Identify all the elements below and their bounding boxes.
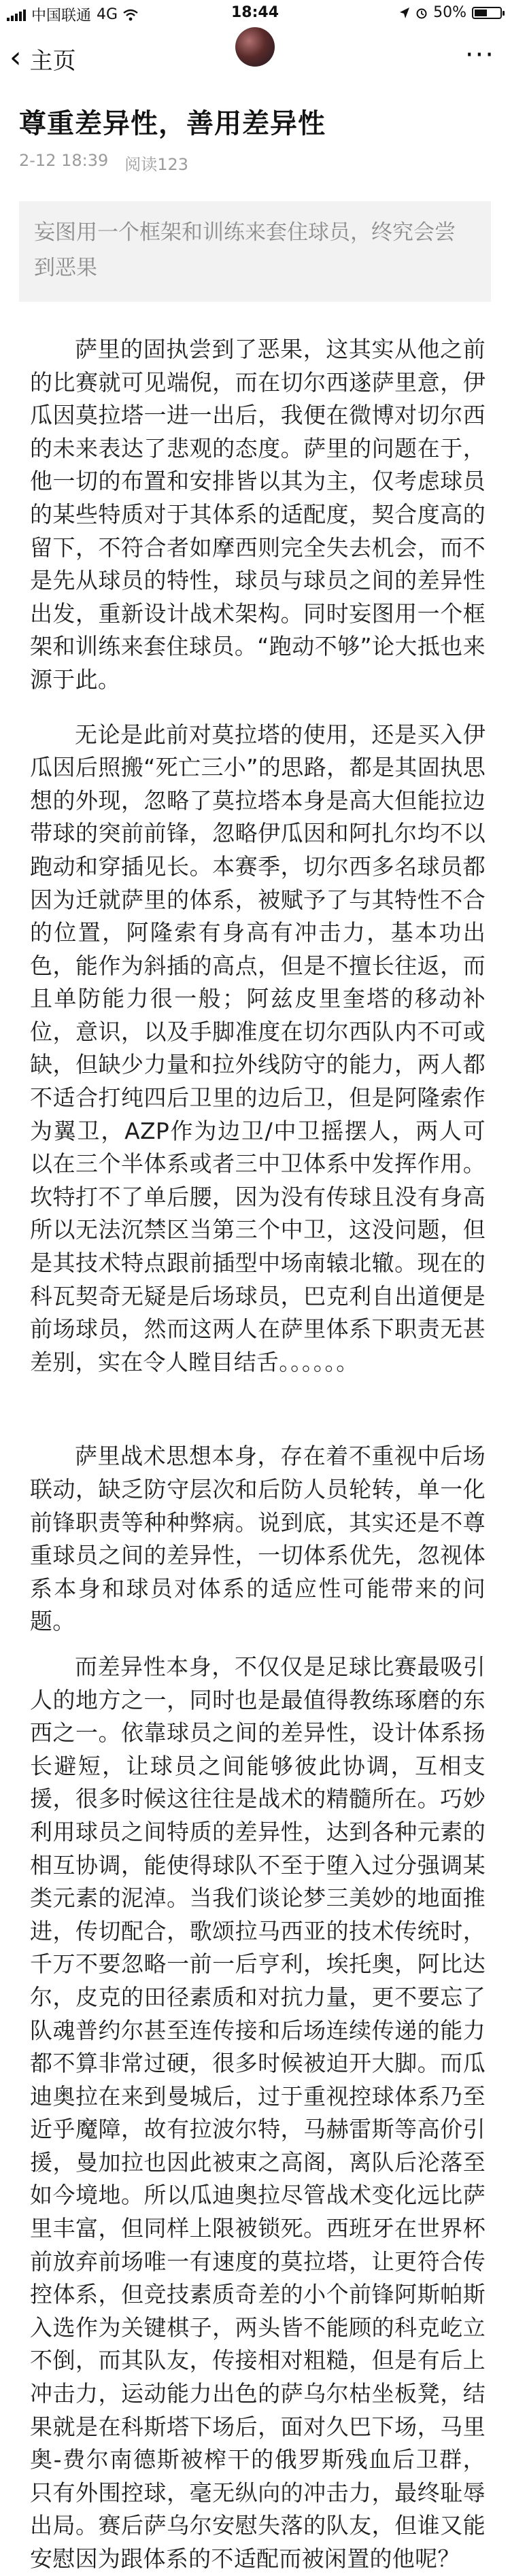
article-meta <box>19 151 188 175</box>
carrier-name: 中国联通 <box>31 7 92 24</box>
back-button[interactable] <box>10 39 76 75</box>
nav-bar <box>0 27 510 88</box>
network-type: 4G <box>97 6 118 23</box>
article-title: 尊重差异性，善用差异性 <box>19 108 326 139</box>
battery-icon <box>472 7 502 19</box>
paragraph: 无论是此前对莫拉塔的使用，还是买入伊瓜因后照搬“死亡三小”的思路，都是其固执思想的外现，忽略了莫拉塔本身是高大但能拉边带球的突前前锋，忽略伊瓜因和阿扎尔均不以跑动和穿插见长。本赛季，切尔西多名球员都因为迁就萨里的体系，被赋予了与其特性不合的位置，阿隆索有身高有冲击力，基本功出色，能作为斜插的高点，但是不擅长往返，而且单防能力很一般；阿兹皮里奎塔的移动补位，意识，以及手脚准度在切尔西队内不可或缺，但缺少力量和拉外线防守的能力，两人都不适合打纯四后卫里的边后卫，但是阿隆索作为翼卫，AZP作为边卫/中卫摇摆人，两人可以在三个半体系或者三中卫体系中发挥作用。坎特打不了单后腰，因为没有传球且没有身高所以无法沉禁区当第三个中卫，这没问题，但是其技术特点跟前插型中场南辕北辙。现在的科瓦契奇无疑是后场球员，巴克利自出道便是前场球员，然而这两人在萨里体系下职责无甚差别，实在令人瞠目结舌。。。。。。 <box>30 721 486 1375</box>
location-icon <box>399 7 410 19</box>
avatar[interactable] <box>235 27 275 67</box>
system-indicators <box>399 4 502 21</box>
article-summary: 妄图用一个框架和训练来套住球员，终究会尝到恶果 <box>19 201 491 302</box>
battery-percent: 50% <box>433 4 466 21</box>
paragraph: 萨里的固执尝到了恶果，这其实从他之前的比赛就可见端倪，而在切尔西遂萨里意，伊瓜因莫拉塔一进一出后，我便在微博对切尔西的未来表达了悲观的态度。萨里的问题在于，他一切的布置和安排皆以其为主，仅考虑球员的某些特质对于其体系的适配度，契合度高的留下，不符合者如摩西则完全失去机会，而不是先从球员的特性，球员与球员之间的差异性出发，重新设计战术架构。同时妄图用一个框架和训练来套住球员。“跑动不够”论大抵也来源于此。 <box>30 336 486 693</box>
more-dots-icon[interactable]: ··· <box>464 39 495 71</box>
clock: 18:44 <box>231 4 279 21</box>
chevron-left-icon: ‹ <box>10 39 22 75</box>
back-label: 主页 <box>29 48 76 75</box>
alarm-icon <box>415 7 428 19</box>
paragraph: 萨里战术思想本身，存在着不重视中后场联动，缺乏防守层次和后防人员轮转，单一化前锋职责等种种弊病。说到底，其实还是不尊重球员之间的差异性，一切体系优先，忽视体系本身和球员对体系的适应性可能带来的问题。 <box>30 1443 486 1635</box>
read-count: 阅读123 <box>124 155 189 174</box>
publish-date: 2-12 18:39 <box>19 151 109 170</box>
paragraph: 而差异性本身，不仅仅是足球比赛最吸引人的地方之一，同时也是最值得教练琢磨的东西之一。依靠球员之间的差异性，设计体系扬长避短，让球员之间能够彼此协调，互相支援，很多时候这往往是战术的精髓所在。巧妙利用球员之间特质的差异性，达到各种元素的相互协调，能使得球队不至于堕入过分强调某类元素的泥淖。当我们谈论梦三美妙的地面推进，传切配合，歌颂拉马西亚的技术传统时，千万不要忽略一前一后亨利，埃托奥，阿比达尔，皮克的田径素质和对抗力量，更不要忘了队魂普约尔甚至连传接和后场连续传递的能力都不算非常过硬，很多时候被迫开大脚。而瓜迪奥拉在来到曼城后，过于重视控球体系乃至近乎魔障，故有拉波尔特，马赫雷斯等高价引援，曼加拉也因此被束之高阁，离队后沦落至如今境地。所以瓜迪奥拉尽管战术变化远比萨里丰富，但同样上限被锁死。西班牙在世界杯前放弃前场唯一有速度的莫拉塔，让更符合传控体系，但竞技素质奇差的小个前锋阿斯帕斯入选作为关键棋子，两头皆不能顾的科克屹立不倒，而其队友，传接相对粗糙，但是有后上冲击力，运动能力出色的萨乌尔枯坐板凳，结果就是在科斯塔下场后，面对久巴下场，马里奥-费尔南德斯被榨干的俄罗斯残血后卫群，只有外围控球，毫无纵向的冲击力，最终耻辱出局。赛后萨乌尔安慰失落的队友，但谁又能安慰因为跟体系的不适配而被闲置的他呢？ <box>30 1653 486 2572</box>
status-bar <box>0 0 510 27</box>
article-body <box>30 333 486 2576</box>
